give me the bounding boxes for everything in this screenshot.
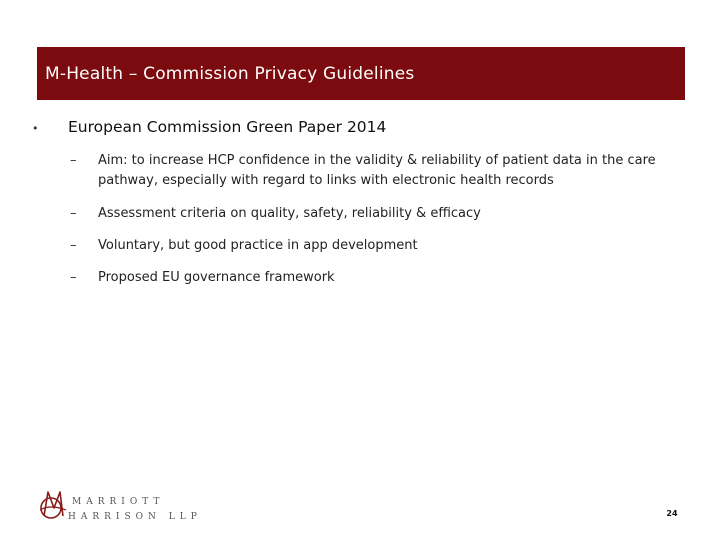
sub-bullet-governance xyxy=(70,268,680,288)
main-bullet xyxy=(28,118,688,136)
main-bullet-text: European Commission Green Paper 2014 xyxy=(68,118,387,136)
sub-bullet-assessment xyxy=(70,204,680,224)
sub-bullet-marker: – xyxy=(70,153,77,168)
page-number: 24 xyxy=(666,509,678,518)
sub-bullet-text: Assessment criteria on quality, safety, reliability & efficacy xyxy=(98,206,481,221)
title-bar xyxy=(37,47,685,100)
svg-text:MARRIOTT: MARRIOTT xyxy=(72,497,165,507)
sub-bullet-text: Voluntary, but good practice in app development xyxy=(98,238,418,253)
sub-bullet-aim xyxy=(70,151,680,191)
marriott-harrison-logo xyxy=(38,486,202,526)
sub-bullet-marker: – xyxy=(70,238,77,253)
logo-graphic xyxy=(38,486,202,526)
sub-bullet-text: Proposed EU governance framework xyxy=(98,270,335,285)
slide-title: M-Health – Commission Privacy Guidelines xyxy=(45,63,415,84)
bullet-marker: • xyxy=(32,122,39,135)
sub-bullet-voluntary xyxy=(70,236,680,256)
sub-bullet-text: Aim: to increase HCP confidence in the validity & reliability of patient data in the care pathway, especially with regard to links with electronic health records xyxy=(98,153,656,188)
svg-text:HARRISON LLP: HARRISON LLP xyxy=(68,512,202,522)
sub-bullet-marker: – xyxy=(70,270,77,285)
sub-bullet-marker: – xyxy=(70,206,77,221)
